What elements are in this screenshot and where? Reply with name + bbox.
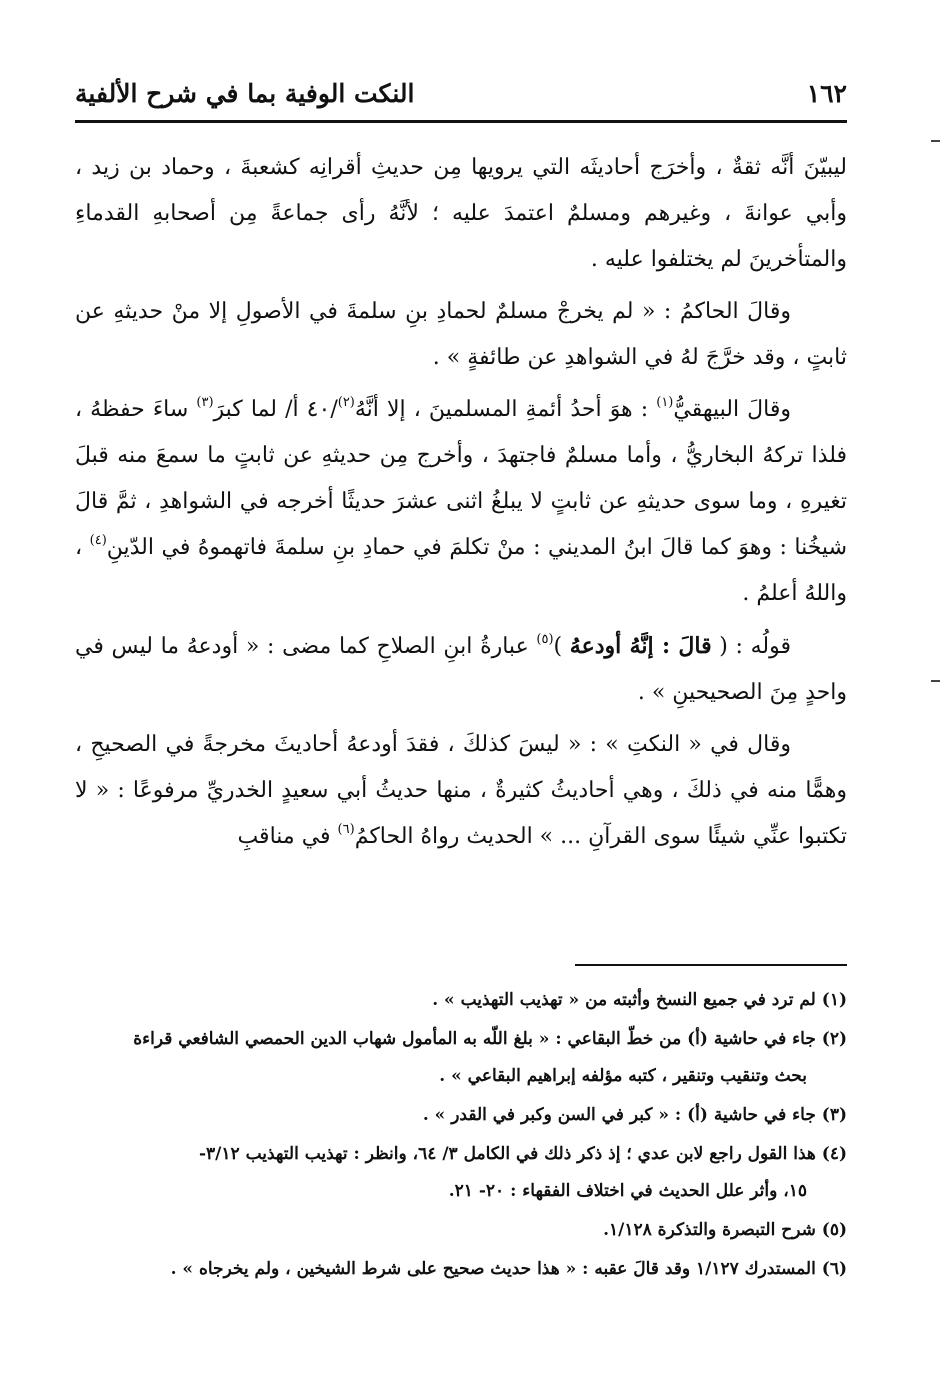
paragraph-text: ، واللهُ أعلمُ .	[75, 535, 847, 606]
page-header	[75, 66, 847, 120]
footnote-text: جاء في حاشية (أ) : « كبر في السن وكبر في القدر » .	[422, 1105, 816, 1125]
footnote-ref-2[interactable]: (٢)	[337, 395, 355, 410]
footnote-text: شرح التبصرة والتذكرة ١/١٢٨.	[603, 1220, 816, 1240]
footnote-text: المستدرك ١/١٢٧ وقد قالَ عقبه : « هذا حديث صحيح على شرط الشيخين ، ولم يخرجاه » .	[170, 1259, 816, 1279]
paragraph-text: ساءَ حفظهُ ، فلذا تركهُ البخاريُّ ، وأما مسلمٌ فاجتهدَ ، وأخرج مِن حديثهِ عن ثابتٍ ما سمعَ منه قبلَ تغيرهِ ، وما سوى حديثهِ عن ثابتٍ لا يبلغُ اثنى عشرَ حديثًا أخرجه في الشواهدِ ، ثمَّ قالَ شيخُنا : وهوَ كما قالَ ابنُ المديني : منْ تكلمَ في حمادِ بنِ سلمةَ فاتهموهُ في الدّينِ	[75, 397, 847, 560]
paragraph-4	[75, 623, 847, 716]
footnote-number: (٢)	[821, 1029, 847, 1049]
footnote-number: (٥)	[821, 1220, 847, 1240]
quoted-lemma: قالَ : إنَّهُ أودعهُ	[569, 633, 712, 659]
paragraph-text: : هوَ أحدُ أئمةِ المسلمينَ ، إلا أنَّهُ	[354, 397, 657, 422]
footnotes	[75, 982, 847, 1290]
scan-edge-mark	[931, 140, 940, 142]
paragraph-text: وقالَ البيهقيُّ	[673, 397, 791, 422]
scan-edge-mark	[931, 680, 940, 682]
footnote-number: (٣)	[821, 1105, 847, 1125]
paragraph-text: /٤٠ أ/ لما كبرَ	[213, 397, 338, 422]
footnote-2	[75, 1021, 847, 1095]
footnote-3	[75, 1097, 847, 1134]
header-rule	[75, 120, 847, 123]
paragraph-5	[75, 722, 847, 860]
footnote-ref-4[interactable]: (٤)	[89, 533, 107, 548]
paragraph-text: عبارةُ ابنِ الصلاحِ كما مضى : « أودعهُ ما ليس في واحدٍ مِنَ الصحيحينِ » .	[75, 634, 847, 705]
footnote-ref-3[interactable]: (٣)	[196, 395, 214, 410]
paragraph-text: وقالَ الحاكمُ : « لم يخرجْ مسلمٌ لحمادِ بنِ سلمةَ في الأصولِ إلا منْ حديثهِ عن ثابتٍ ، وقد خرَّجَ لهُ في الشواهدِ عن طائفةٍ » .	[75, 299, 847, 370]
page-number: ١٦٢	[806, 78, 847, 108]
paragraph-1	[75, 145, 847, 283]
footnote-number: (٤)	[821, 1144, 847, 1164]
footnote-text: جاء في حاشية (أ) من خطّ البقاعي : « بلغ اللّه به المأمول شهاب الدين الحمصي الشافعي قراءة	[133, 1029, 816, 1049]
footnote-6	[75, 1251, 847, 1288]
footnote-text-continued: بحث وتنقيب وتنقير ، كتبه مؤلفه إبراهيم البقاعي » .	[439, 1066, 807, 1086]
footnote-ref-5[interactable]: (٥)	[536, 632, 554, 647]
footnote-separator	[575, 964, 847, 966]
running-title: النكت الوفية بما في شرح الألفية	[75, 78, 415, 108]
footnote-number: (٦)	[821, 1259, 847, 1279]
footnote-4	[75, 1136, 847, 1210]
main-text	[75, 145, 847, 866]
paragraph-text: وقال في « النكتِ » : « ليسَ كذلكَ ، فقدَ أودعهُ أحاديثَ مخرجةً في الصحيحِ ، وهمًّا منه في ذلكَ ، وهي أحاديثُ كثيرةٌ ، منها حديثُ أبي سعيدٍ الخدريِّ مرفوعًا : « لا تكتبوا عنِّي شيئًا سوى القرآنِ ... » الحديث رواهُ الحاكمُ	[75, 732, 847, 849]
footnote-1	[75, 982, 847, 1019]
paragraph-text: )	[553, 634, 570, 659]
footnote-number: (١)	[821, 990, 847, 1010]
paragraph-text: قولُه : (	[711, 634, 792, 659]
footnote-text: هذا القول راجع لابن عدي ؛ إذ ذكر ذلك في الكامل ٣/ ٦٤، وانظر : تهذيب التهذيب ٣/١٢-	[198, 1144, 816, 1164]
paragraph-2	[75, 289, 847, 381]
footnote-ref-6[interactable]: (٦)	[337, 822, 355, 837]
footnote-text: لم ترد في جميع النسخ وأثبته من « تهذيب التهذيب » .	[432, 990, 816, 1010]
footnote-5	[75, 1212, 847, 1249]
footnote-text-continued: ١٥، وأثر علل الحديث في اختلاف الفقهاء : ٢٠- ٢١.	[448, 1181, 807, 1201]
paragraph-3	[75, 387, 847, 617]
paragraph-text: ليبيّنَ أنَّه ثقةٌ ، وأخرَج أحاديثَه التي يرويها مِن حديثِ أقرانِه كشعبةَ ، وحماد بن زيد ، وأبي عوانةَ ، وغيرهم ومسلمٌ اعتمدَ عليه ؛ لأنَّهُ رأى جماعةً مِن أصحابهِ القدماءِ والمتأخرينَ لم يختلفوا عليه .	[75, 155, 847, 272]
paragraph-text: في مناقبِ	[237, 824, 338, 849]
footnote-ref-1[interactable]: (١)	[656, 395, 674, 410]
